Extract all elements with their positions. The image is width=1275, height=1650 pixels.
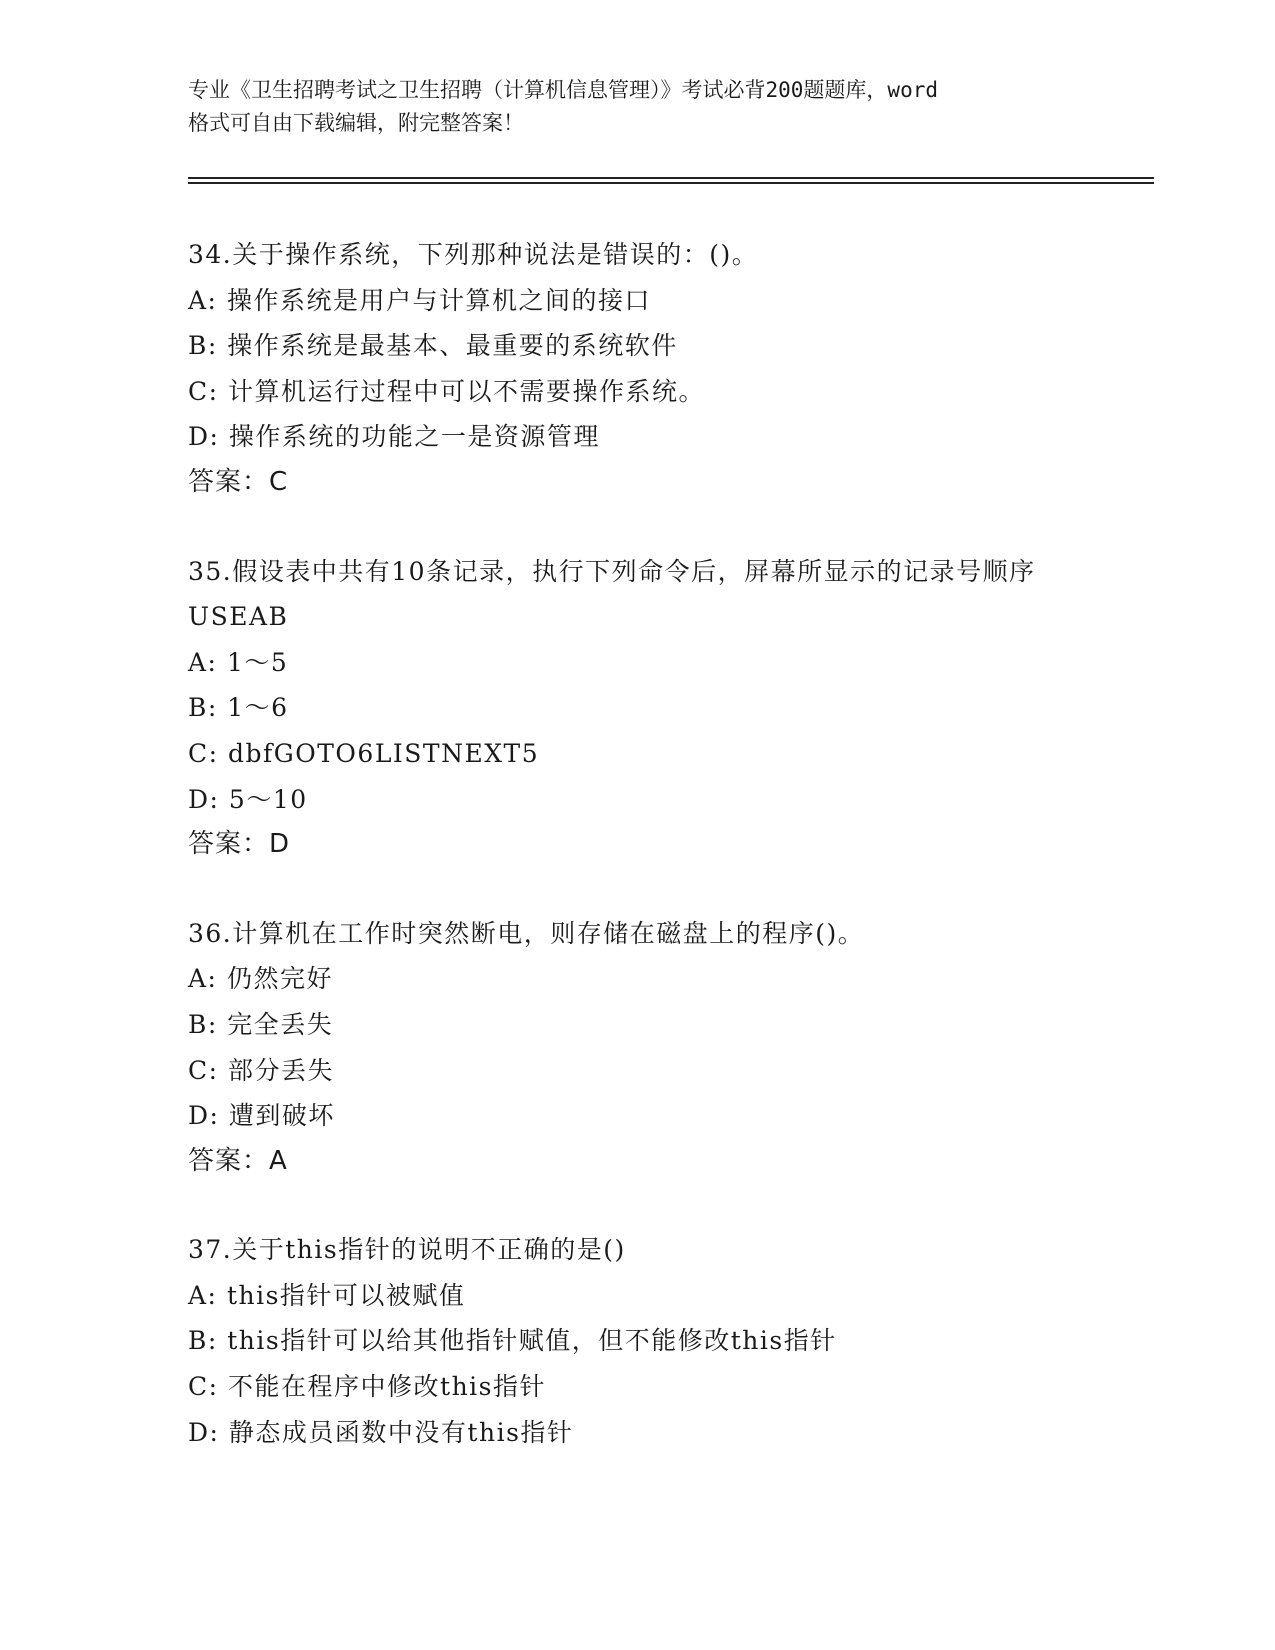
option-c	[188, 369, 1088, 415]
option-label: D:	[188, 784, 220, 814]
option-label: A:	[188, 964, 218, 994]
option-text: 1～6	[227, 693, 289, 723]
option-c	[188, 731, 1088, 777]
option-b	[188, 323, 1088, 369]
option-label: D:	[188, 1417, 220, 1447]
option-label: B:	[188, 693, 218, 723]
option-d	[188, 1410, 1088, 1456]
option-text: 静态成员函数中没有this指针	[228, 1417, 574, 1447]
question-34	[188, 232, 1088, 506]
option-d	[188, 414, 1088, 460]
header-line-1: 专业《卫生招聘考试之卫生招聘（计算机信息管理）》考试必背200题题库，word	[188, 78, 938, 102]
header-line-2: 格式可自由下载编辑，附完整答案！	[188, 111, 524, 135]
option-label: A:	[188, 1280, 218, 1310]
option-b	[188, 685, 1088, 731]
option-label: D:	[188, 1101, 220, 1131]
option-text: this指针可以被赋值	[226, 1280, 466, 1310]
option-label: A:	[188, 647, 218, 677]
option-label: C:	[188, 738, 219, 768]
option-text: 操作系统是用户与计算机之间的接口	[226, 285, 651, 315]
option-d	[188, 777, 1088, 823]
option-text: 部分丢失	[228, 1055, 335, 1085]
option-text: 操作系统是最基本、最重要的系统软件	[227, 331, 678, 361]
option-text: 计算机运行过程中可以不需要操作系统。	[228, 376, 706, 406]
answer: 答案：A	[188, 1145, 288, 1176]
option-c	[188, 1048, 1088, 1094]
option-label: B:	[188, 1009, 218, 1039]
option-label: A:	[188, 285, 218, 315]
option-text: this指针可以给其他指针赋值，但不能修改this指针	[227, 1326, 837, 1356]
option-d	[188, 1093, 1088, 1139]
option-text: 操作系统的功能之一是资源管理	[228, 422, 600, 452]
option-label: C:	[188, 1055, 219, 1085]
document-header	[188, 74, 1108, 140]
option-label: B:	[188, 331, 218, 361]
question-stem: 34.关于操作系统，下列那种说法是错误的：()。	[188, 240, 759, 269]
option-text: 仍然完好	[226, 964, 333, 994]
option-text: 不能在程序中修改this指针	[228, 1372, 546, 1402]
option-a	[188, 278, 1088, 324]
option-b	[188, 1318, 1088, 1364]
question-stem: 36.计算机在工作时突然断电，则存储在磁盘上的程序()。	[188, 918, 865, 948]
question-37	[188, 1227, 1088, 1455]
header-divider-bottom	[188, 182, 1154, 184]
option-text: 遭到破坏	[228, 1101, 335, 1131]
option-c	[188, 1364, 1088, 1410]
option-label: C:	[188, 376, 219, 406]
option-a	[188, 1273, 1088, 1319]
option-a	[188, 956, 1088, 1002]
option-text: 5～10	[228, 784, 308, 814]
option-b	[188, 1002, 1088, 1048]
option-label: B:	[188, 1326, 218, 1356]
question-list	[188, 232, 1088, 1498]
question-stem: 35.假设表中共有10条记录，执行下列命令后，屏幕所显示的记录号顺序USEAB	[188, 556, 1036, 632]
option-text: 完全丢失	[227, 1009, 334, 1039]
option-text: 1～5	[226, 647, 289, 677]
answer: 答案：C	[188, 466, 289, 497]
question-stem: 37.关于this指针的说明不正确的是()	[188, 1235, 626, 1265]
option-label: C:	[188, 1372, 219, 1402]
option-text: dbfGOTO6LISTNEXT5	[228, 738, 540, 768]
header-divider-top	[188, 177, 1154, 179]
question-35	[188, 549, 1088, 868]
answer: 答案：D	[188, 829, 291, 860]
option-label: D:	[188, 422, 220, 452]
option-a	[188, 640, 1088, 686]
question-36	[188, 911, 1088, 1185]
